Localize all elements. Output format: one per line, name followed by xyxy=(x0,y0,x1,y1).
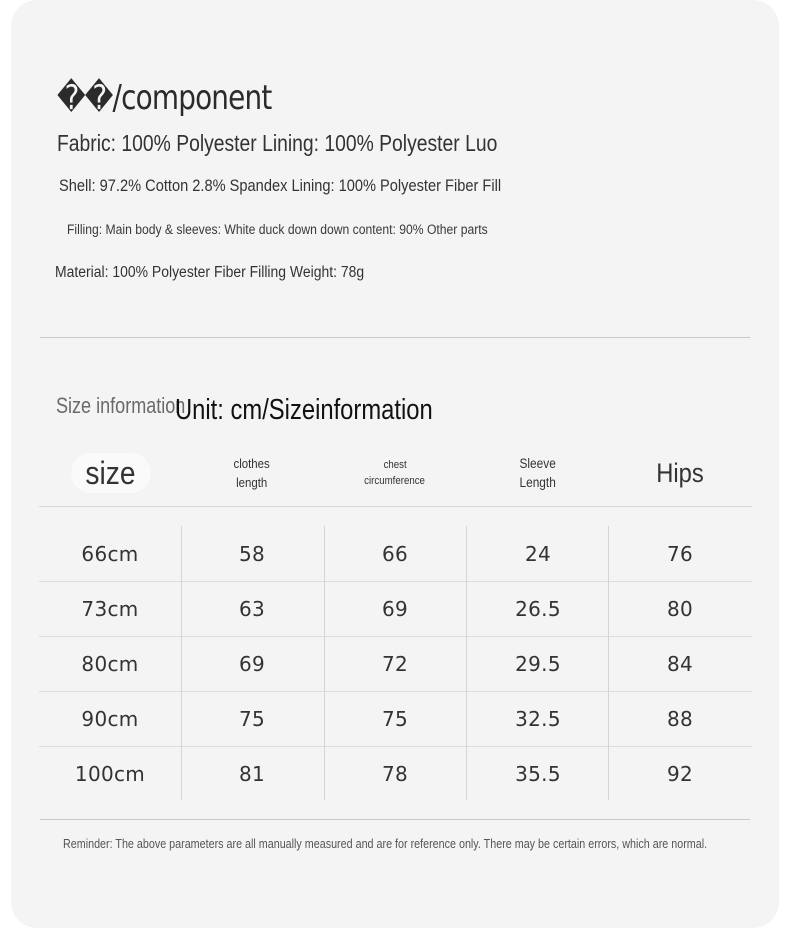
cell-chest: 78 xyxy=(381,762,409,786)
cell-hips: 88 xyxy=(666,707,694,731)
cell-size: 80cm xyxy=(81,652,139,676)
material-line: Material: 100% Polyester Fiber Filling Weight: 78g xyxy=(55,264,365,281)
cell-clothes-length: 75 xyxy=(238,707,266,731)
cell-size: 73cm xyxy=(81,597,139,621)
filling-line: Filling: Main body & sleeves: White duck down down content: 90% Other parts xyxy=(67,222,488,237)
table-row xyxy=(39,692,752,747)
header-clothes-length: clothes length xyxy=(233,456,271,490)
size-table xyxy=(39,440,752,786)
cell-hips: 92 xyxy=(666,762,694,786)
cell-sleeve: 35.5 xyxy=(515,762,561,786)
cell-clothes-length: 58 xyxy=(238,542,266,566)
column-separator xyxy=(608,526,609,800)
column-separator xyxy=(466,526,467,800)
header-size: size xyxy=(84,454,136,491)
cell-chest: 72 xyxy=(381,652,409,676)
cell-chest: 69 xyxy=(381,597,409,621)
unit-label: Unit: cm/Sizeinformation xyxy=(175,394,433,426)
cell-sleeve: 26.5 xyxy=(515,597,561,621)
cell-sleeve: 29.5 xyxy=(515,652,561,676)
table-body xyxy=(39,527,752,801)
fabric-line: Fabric: 100% Polyester Lining: 100% Polyester Luo xyxy=(57,130,498,156)
table-header xyxy=(39,440,752,507)
header-chest-circumference: chest circumference xyxy=(364,459,426,487)
cell-sleeve: 32.5 xyxy=(515,707,561,731)
section-divider xyxy=(40,337,750,338)
table-row xyxy=(39,582,752,637)
cell-chest: 75 xyxy=(381,707,409,731)
table-row xyxy=(39,527,752,582)
column-separator xyxy=(324,526,325,800)
reminder-divider xyxy=(40,819,750,820)
table-row xyxy=(39,747,752,801)
cell-size: 100cm xyxy=(74,762,146,786)
cell-clothes-length: 81 xyxy=(238,762,266,786)
cell-hips: 76 xyxy=(666,542,694,566)
component-title: ��/component xyxy=(57,78,272,118)
shell-line: Shell: 97.2% Cotton 2.8% Spandex Lining: 100% Polyester Fiber Fill xyxy=(59,176,502,195)
cell-chest: 66 xyxy=(381,542,409,566)
cell-clothes-length: 69 xyxy=(238,652,266,676)
table-row xyxy=(39,637,752,692)
cell-size: 90cm xyxy=(81,707,139,731)
cell-hips: 84 xyxy=(666,652,694,676)
header-hips: Hips xyxy=(656,457,704,488)
cell-size: 66cm xyxy=(81,542,139,566)
cell-sleeve: 24 xyxy=(524,542,552,566)
column-separator xyxy=(181,526,182,800)
header-sleeve-length: Sleeve Length xyxy=(519,456,557,490)
size-information-label: Size information xyxy=(56,393,186,418)
cell-hips: 80 xyxy=(666,597,694,621)
cell-clothes-length: 63 xyxy=(238,597,266,621)
reminder-note: Reminder: The above parameters are all manually measured and are for reference only. There may be certain errors, which are normal. xyxy=(63,837,708,851)
